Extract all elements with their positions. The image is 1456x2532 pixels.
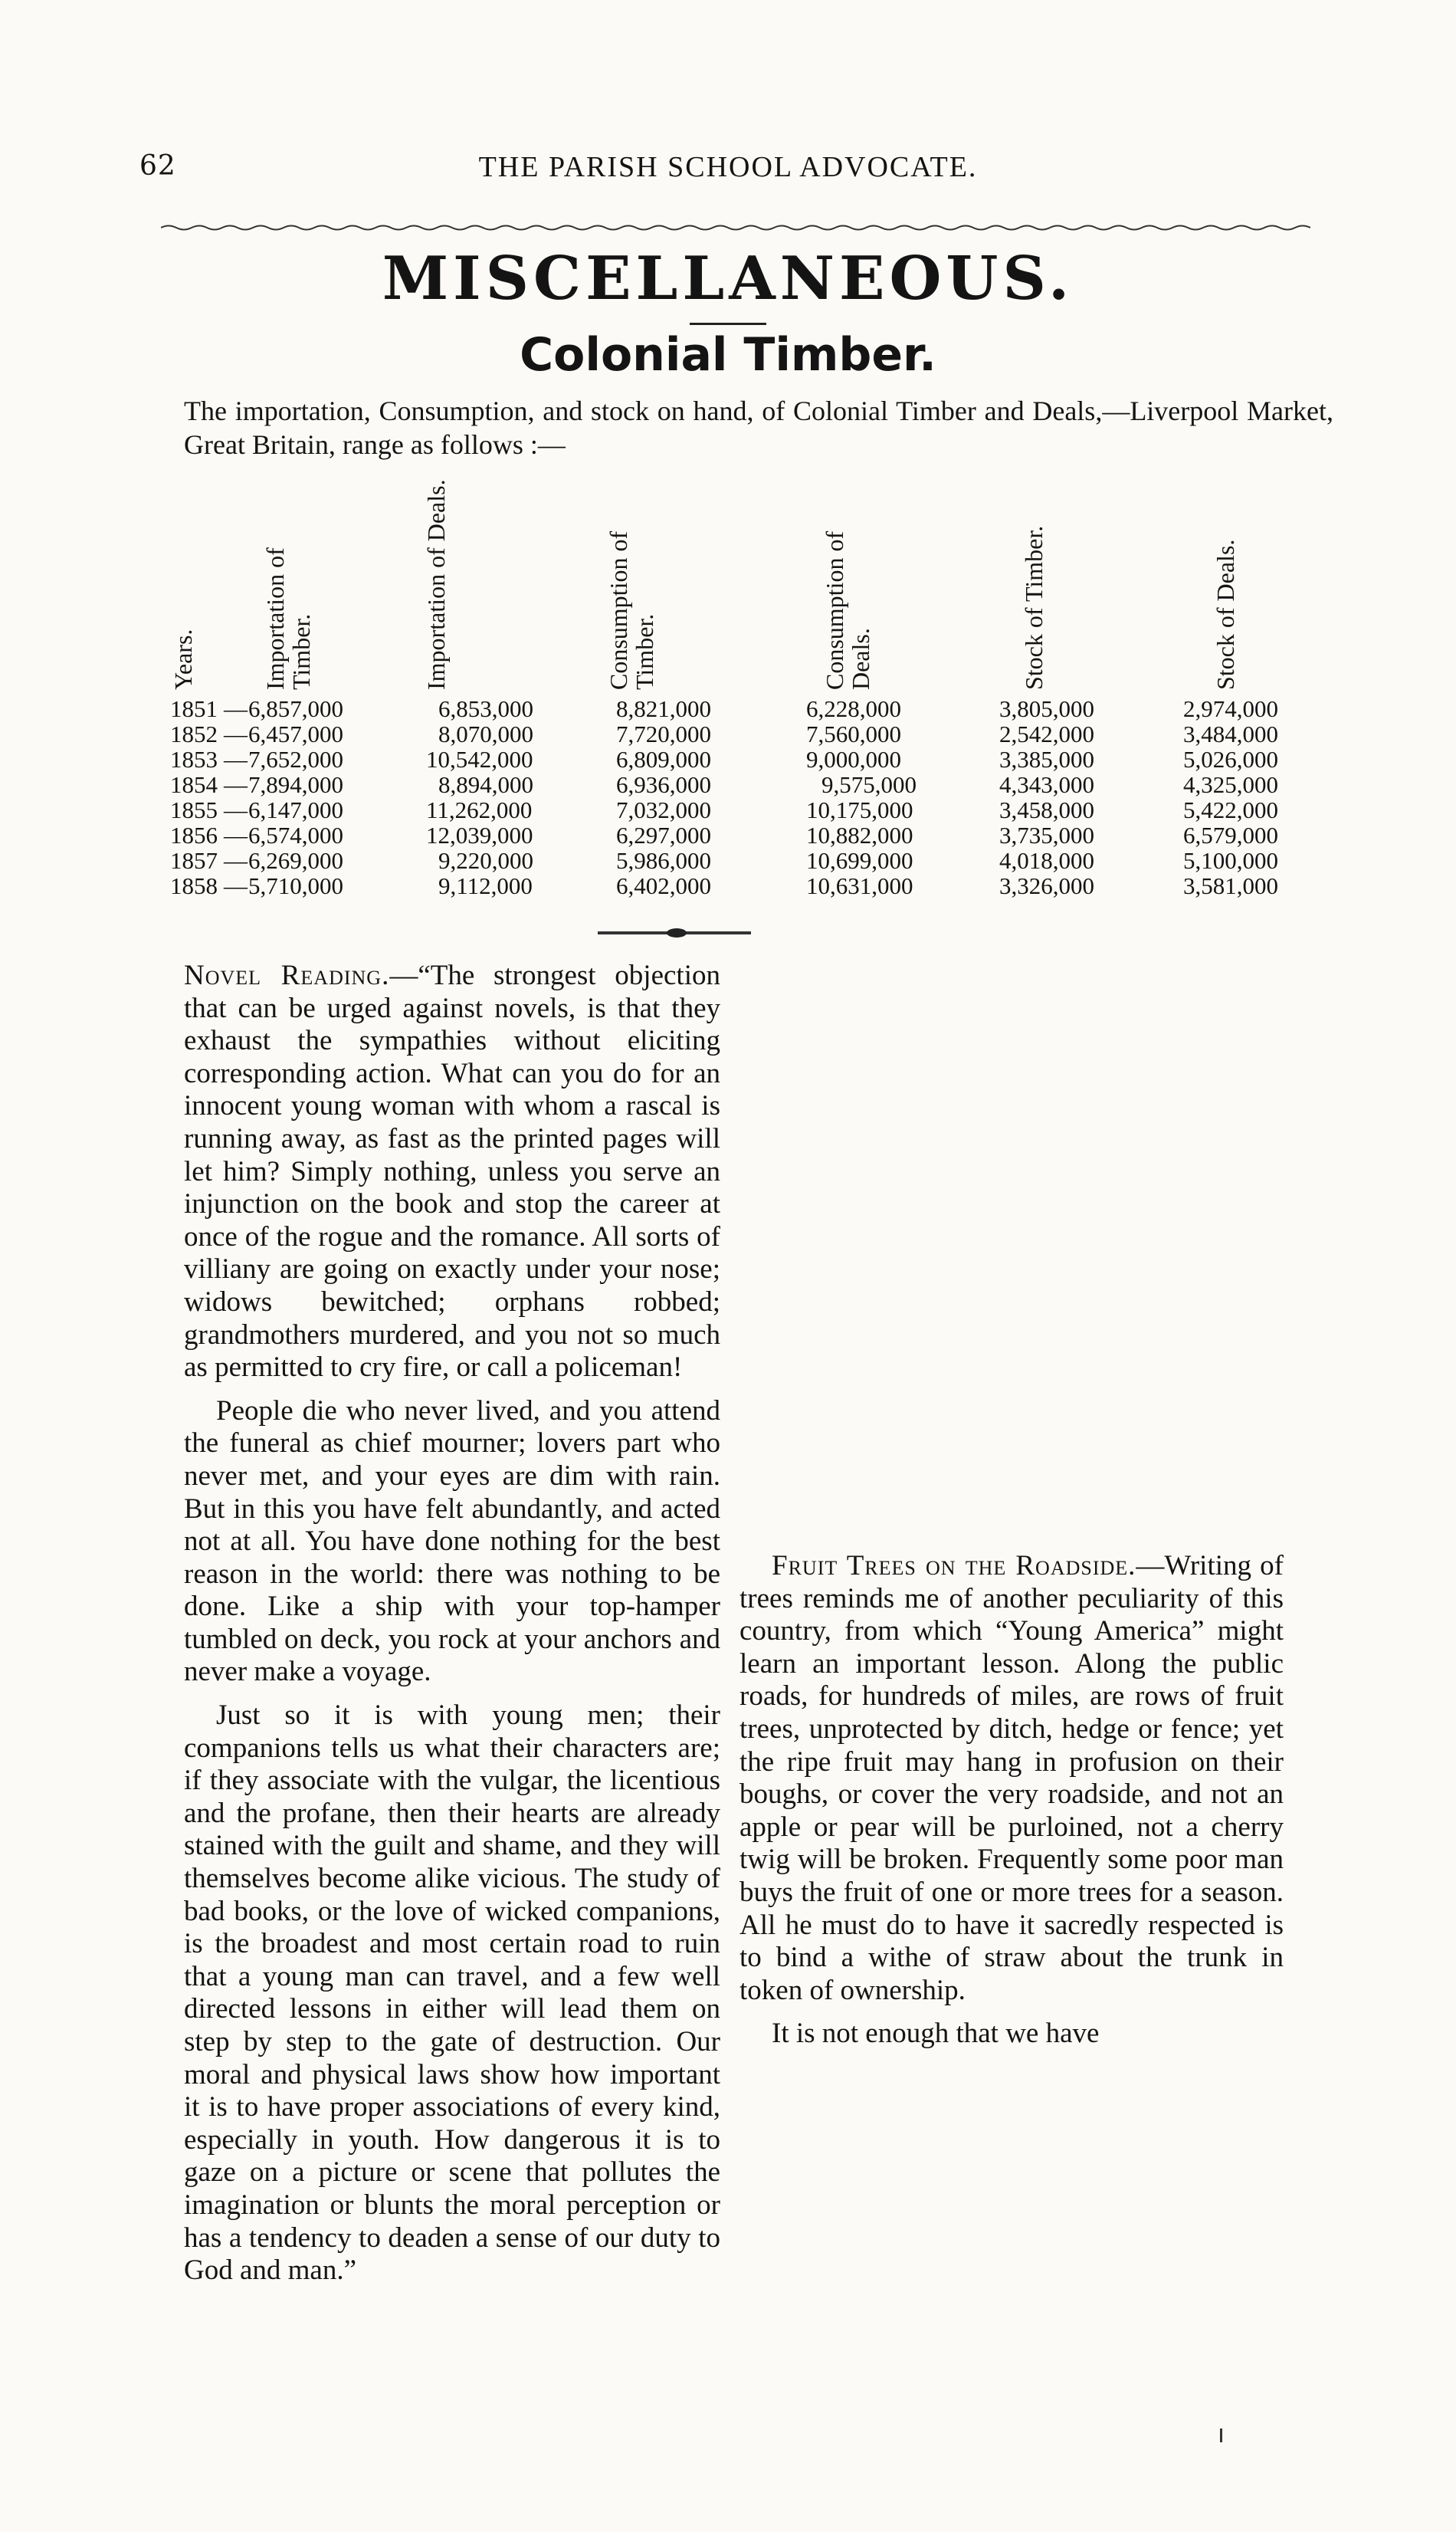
novel-reading-paragraph: People die who never lived, and you attend the funeral as chief mourner; lovers part who never met, and your eyes are dim with rain. But in this you have felt abundantly, and acted not at all. You have done nothing for the best reason in the world: there was nothing to be done. Like a ship with your top-hamper tumbled on deck, you rock at your anchors and never make a voyage. <box>184 1394 720 1688</box>
running-title: THE PARISH SCHOOL ADVOCATE. <box>478 151 978 183</box>
cell-dash: — <box>224 796 248 823</box>
cell-cons-deals: 6,228,000 <box>806 695 901 722</box>
cell-cons-timber: 7,032,000 <box>616 796 711 823</box>
column-header-stock-timber: Stock of Timber. <box>1020 525 1048 690</box>
cell-stock-timber: 3,805,000 <box>999 695 1094 722</box>
cell-stock-timber: 2,542,000 <box>999 721 1094 747</box>
article-title: Colonial Timber. <box>520 328 936 382</box>
cell-stock-timber: 3,385,000 <box>999 746 1094 773</box>
cell-cons-deals: 10,699,000 <box>806 847 913 874</box>
cell-stock-deals: 5,422,000 <box>1183 796 1278 823</box>
heading-rule <box>690 323 766 325</box>
cell-year: 1854 <box>170 771 218 798</box>
column-header-importation-timber: Importation of Timber. <box>261 547 315 690</box>
cell-cons-timber: 6,297,000 <box>616 822 711 849</box>
timber-table <box>170 475 1320 912</box>
cell-dash: — <box>224 822 248 849</box>
cell-stock-deals: 3,581,000 <box>1183 872 1278 899</box>
table-row <box>170 823 1320 849</box>
cell-imp-deals: 8,894,000 <box>438 771 533 798</box>
cell-stock-deals: 2,974,000 <box>1183 695 1278 722</box>
fruit-trees-heading: Fruit Trees on the Roadside. <box>772 1550 1136 1581</box>
cell-cons-deals: 9,000,000 <box>806 746 901 773</box>
cell-year: 1857 <box>170 847 218 874</box>
cell-imp-timber: 6,574,000 <box>248 822 343 849</box>
cell-cons-timber: 6,402,000 <box>616 872 711 899</box>
cell-dash: — <box>224 771 248 798</box>
cell-cons-timber: 6,936,000 <box>616 771 711 798</box>
cell-cons-timber: 5,986,000 <box>616 847 711 874</box>
table-row <box>170 721 1320 747</box>
cell-imp-timber: 6,269,000 <box>248 847 343 874</box>
cell-stock-timber: 4,343,000 <box>999 771 1094 798</box>
novel-reading-paragraph: Novel Reading.—“The strongest objection that can be urged against novels, is that they exhaust the sympathies without eliciting corresponding action. What can you do for an innocent young woman with whom a rascal is running away, as fast as the printed pages will let him? Simply nothing, unless you serve an injunction on the book and stop the career at once of the rogue and the romance. All sorts of villiany are going on exactly under your nose; widows bewitched; orphans robbed; grandmothers murdered, and you not so much as permitted to cry fire, or call a policeman! <box>184 960 720 1384</box>
cell-cons-deals: 9,575,000 <box>821 771 917 798</box>
cell-cons-deals: 10,175,000 <box>806 796 913 823</box>
table-row <box>170 772 1320 798</box>
left-column <box>184 960 720 2298</box>
column-header-stock-deals: Stock of Deals. <box>1212 539 1239 690</box>
cell-stock-deals: 5,100,000 <box>1183 847 1278 874</box>
cell-year: 1858 <box>170 872 218 899</box>
table-row <box>170 873 1320 899</box>
fruit-trees-paragraph: Fruit Trees on the Roadside.—Writing of trees reminds me of another peculiarity of this country, from which “Young America” might learn an important lesson. Along the public roads, for hundreds of miles, are rows of fruit trees, unprotected by ditch, hedge or fence; yet the ripe fruit may hang in profusion on their boughs, or cover the very roadside, and not an apple or pear will be purloined, not a cherry twig will be broken. Frequently some poor man buys the fruit of one or more trees for a season. All he must do to have it sacredly respected is to bind a withe of straw about the trunk in token of ownership. <box>739 1550 1284 2006</box>
cell-imp-deals: 9,220,000 <box>438 847 533 874</box>
cell-imp-timber: 7,652,000 <box>248 746 343 773</box>
running-head <box>123 150 1333 189</box>
cell-imp-deals: 8,070,000 <box>438 721 533 747</box>
cell-stock-deals: 6,579,000 <box>1183 822 1278 849</box>
cell-year: 1851 <box>170 695 218 722</box>
cell-dash: — <box>224 847 248 874</box>
cell-imp-deals: 9,112,000 <box>438 872 533 899</box>
cell-cons-deals: 7,560,000 <box>806 721 901 747</box>
print-mark <box>1220 2429 1222 2442</box>
column-header-consumption-deals: Consumption of Deals. <box>821 530 874 690</box>
wavy-rule-divider <box>161 222 1310 233</box>
table-row <box>170 696 1320 722</box>
ornamental-rule <box>598 931 751 934</box>
cell-stock-timber: 3,326,000 <box>999 872 1094 899</box>
cell-imp-deals: 11,262,000 <box>426 796 533 823</box>
cell-dash: — <box>224 872 248 899</box>
right-column <box>739 960 1284 2061</box>
novel-reading-heading: Novel Reading. <box>184 960 390 991</box>
section-heading: MISCELLANEOUS. <box>382 244 1074 314</box>
table-row <box>170 797 1320 823</box>
column-header-years: Years. <box>169 629 197 690</box>
cell-imp-timber: 6,457,000 <box>248 721 343 747</box>
cell-dash: — <box>224 746 248 773</box>
column-header-consumption-timber: Consumption of Timber. <box>605 530 658 690</box>
cell-stock-deals: 4,325,000 <box>1183 771 1278 798</box>
cell-stock-timber: 3,458,000 <box>999 796 1094 823</box>
cell-cons-timber: 8,821,000 <box>616 695 711 722</box>
article-intro: The importation, Consumption, and stock on hand, of Colonial Timber and Deals,—Liverpool Market, Great Britain, range as follows :— <box>184 396 1333 460</box>
fruit-trees-paragraph: It is not enough that we have <box>772 2018 1100 2050</box>
cell-dash: — <box>224 695 248 722</box>
table-row <box>170 848 1320 874</box>
cell-cons-deals: 10,631,000 <box>806 872 913 899</box>
cell-dash: — <box>224 721 248 747</box>
cell-imp-deals: 12,039,000 <box>426 822 533 849</box>
cell-imp-timber: 6,147,000 <box>248 796 343 823</box>
cell-cons-timber: 7,720,000 <box>616 721 711 747</box>
cell-imp-timber: 7,894,000 <box>248 771 343 798</box>
novel-reading-paragraph-continued: Just so it is with young men; their companions tells us what their characters are; if they associate with the vulgar, the licentious and the profane, then their hearts are already stained with the guilt and shame, and they will themselves become alike vicious. The study of bad books, or the love of wicked companions, is the broadest and most certain road to ruin that a young man can travel, and a few well directed lessons in either will lead them on step by step to the gate of destruction. Our moral and physical laws show how important it is to have proper associations of every kind, especially in youth. How dangerous it is to gaze on a picture or scene that pollutes the imagination or blunts the moral perception or has a tendency to deaden a sense of our duty to God and man.” <box>184 1699 720 2287</box>
page-number: 62 <box>139 150 176 182</box>
cell-cons-deals: 10,882,000 <box>806 822 913 849</box>
cell-stock-deals: 3,484,000 <box>1183 721 1278 747</box>
cell-year: 1852 <box>170 721 218 747</box>
table-row <box>170 747 1320 773</box>
cell-year: 1853 <box>170 746 218 773</box>
cell-imp-timber: 5,710,000 <box>248 872 343 899</box>
cell-year: 1855 <box>170 796 218 823</box>
cell-imp-deals: 6,853,000 <box>438 695 533 722</box>
cell-cons-timber: 6,809,000 <box>616 746 711 773</box>
cell-imp-deals: 10,542,000 <box>426 746 533 773</box>
column-header-importation-deals: Importation of Deals. <box>422 479 450 690</box>
cell-stock-timber: 4,018,000 <box>999 847 1094 874</box>
cell-stock-deals: 5,026,000 <box>1183 746 1278 773</box>
table-header <box>170 475 1320 690</box>
cell-stock-timber: 3,735,000 <box>999 822 1094 849</box>
cell-year: 1856 <box>170 822 218 849</box>
cell-imp-timber: 6,857,000 <box>248 695 343 722</box>
